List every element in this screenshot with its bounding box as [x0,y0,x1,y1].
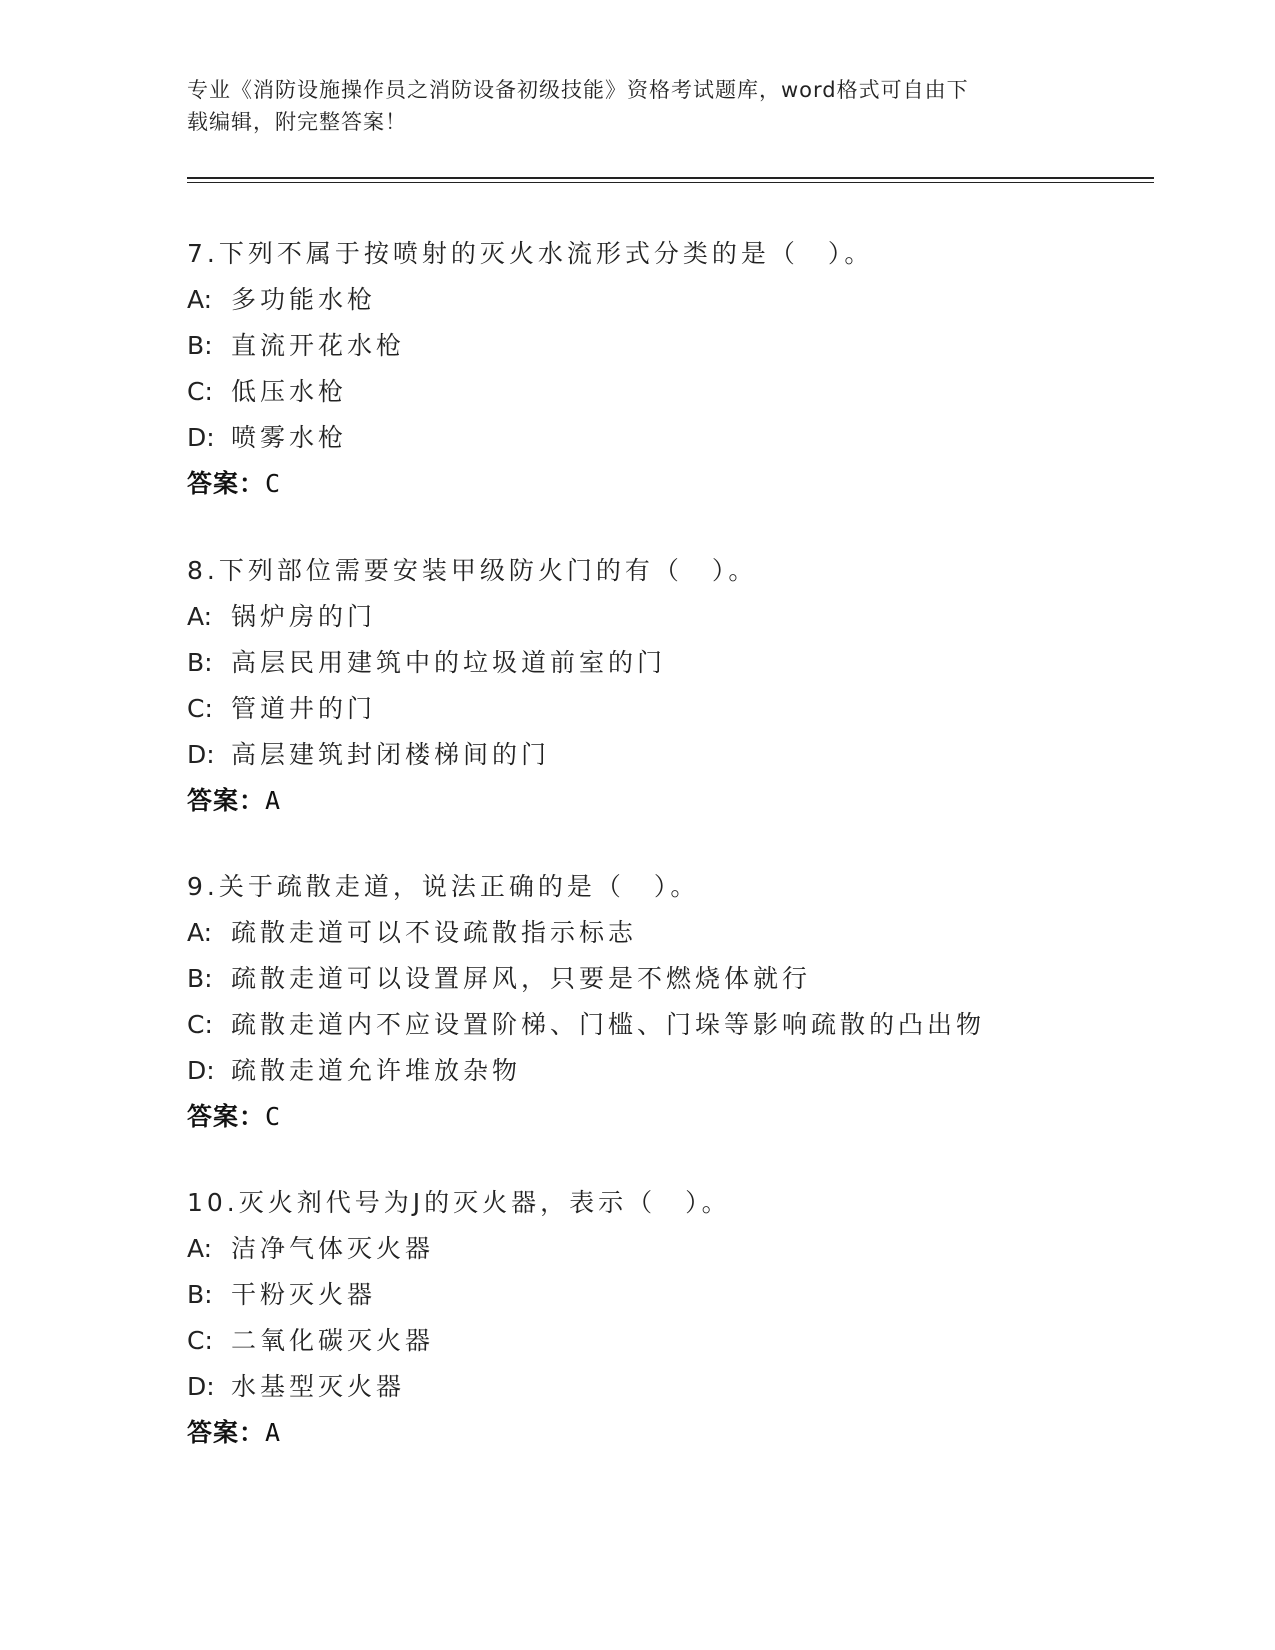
option-d [187,1048,1147,1094]
option-a [187,1226,1147,1272]
option-text: 高层建筑封闭楼梯间的门 [231,740,551,769]
option-text: 干粉灭火器 [231,1280,377,1309]
option-c [187,1002,1147,1048]
option-a [187,910,1147,956]
option-letter: A: [187,918,213,947]
option-text: 高层民用建筑中的垃圾道前室的门 [231,648,667,677]
question-9 [187,864,1147,1140]
option-letter: A: [187,285,213,314]
option-text: 疏散走道允许堆放杂物 [231,1056,522,1085]
option-text: 疏散走道可以不设疏散指示标志 [231,918,638,947]
option-text: 低压水枪 [231,377,348,406]
option-letter: B: [187,648,213,677]
header-line-2: 载编辑，附完整答案！ [187,110,407,134]
header-line-1: 专业《消防设施操作员之消防设备初级技能》资格考试题库，word格式可自由下 [187,78,969,102]
answer-line [187,778,1147,824]
option-text: 管道井的门 [231,694,377,723]
option-letter: B: [187,331,213,360]
option-text: 疏散走道内不应设置阶梯、门槛、门垛等影响疏散的凸出物 [231,1010,986,1039]
option-a [187,594,1147,640]
option-letter: D: [187,1372,215,1401]
answer-value: A [265,786,281,815]
document-header [187,74,1087,138]
option-b [187,956,1147,1002]
option-text: 二氧化碳灭火器 [231,1326,435,1355]
answer-label: 答案： [187,469,266,498]
answer-label: 答案： [187,1102,266,1131]
option-a [187,277,1147,323]
header-divider-thick [187,177,1154,179]
question-7 [187,231,1147,507]
answer-label: 答案： [187,786,266,815]
option-text: 直流开花水枪 [231,331,406,360]
option-letter: C: [187,1010,213,1039]
answer-line [187,461,1147,507]
option-letter: A: [187,1234,213,1263]
question-title: 7.下列不属于按喷射的灭火水流形式分类的是（ ）。 [187,239,874,268]
option-text: 洁净气体灭火器 [231,1234,435,1263]
option-d [187,415,1147,461]
question-10 [187,1180,1147,1456]
option-letter: B: [187,964,213,993]
option-b [187,640,1147,686]
option-letter: C: [187,377,213,406]
answer-label: 答案： [187,1418,266,1447]
option-text: 疏散走道可以设置屏风，只要是不燃烧体就行 [231,964,812,993]
option-letter: D: [187,423,215,452]
option-letter: C: [187,1326,213,1355]
option-text: 喷雾水枪 [231,423,348,452]
header-divider-thin [187,182,1154,183]
option-text: 锅炉房的门 [231,602,377,631]
answer-value: A [265,1418,281,1447]
option-text: 多功能水枪 [231,285,377,314]
question-8 [187,548,1147,824]
option-c [187,1318,1147,1364]
option-text: 水基型灭火器 [231,1372,406,1401]
option-letter: D: [187,1056,215,1085]
answer-value: C [265,469,281,498]
question-title: 9.关于疏散走道，说法正确的是（ ）。 [187,872,700,901]
answer-line [187,1410,1147,1456]
option-letter: B: [187,1280,213,1309]
option-c [187,369,1147,415]
answer-line [187,1094,1147,1140]
answer-value: C [265,1102,281,1131]
option-d [187,732,1147,778]
option-b [187,323,1147,369]
option-letter: D: [187,740,215,769]
question-title: 10.灭火剂代号为J的灭火器，表示（ ）。 [187,1188,731,1217]
option-letter: C: [187,694,213,723]
option-c [187,686,1147,732]
option-d [187,1364,1147,1410]
option-letter: A: [187,602,213,631]
option-b [187,1272,1147,1318]
question-title: 8.下列部位需要安装甲级防火门的有（ ）。 [187,556,758,585]
